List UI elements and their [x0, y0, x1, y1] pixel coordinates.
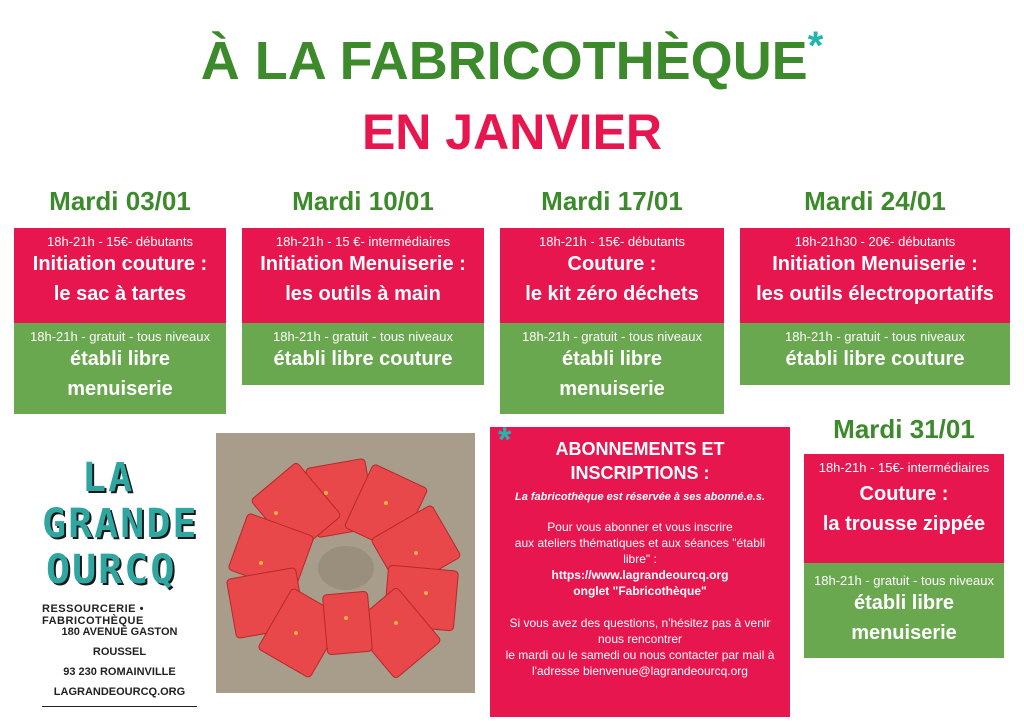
info-tab-label: onglet "Fabricothèque" — [573, 584, 707, 598]
day-heading: Mardi 17/01 — [541, 186, 683, 216]
workshop-box — [740, 228, 1010, 323]
workshop-title: Initiation Menuiserie : — [260, 253, 466, 275]
info-text: aux ateliers thématiques et aux séances "établi — [514, 536, 766, 550]
open-title: établi libre — [853, 592, 955, 614]
info-text: Si vous avez des questions, n'hésitez pas à venir — [509, 616, 771, 630]
open-session-box — [804, 563, 1004, 658]
day-heading: Mardi 24/01 — [804, 186, 946, 216]
address-block — [42, 622, 197, 707]
page-subtitle: EN JANVIER — [361, 104, 663, 160]
open-session-box — [242, 323, 484, 385]
title-line-1: À LA FABRICOTHÈQUE — [200, 31, 808, 91]
open-meta: 18h-21h - gratuit - tous niveaux — [785, 329, 965, 344]
open-meta: 18h-21h - gratuit - tous niveaux — [522, 329, 702, 344]
open-subtitle: menuiserie — [851, 622, 957, 644]
day-heading: Mardi 31/01 — [833, 414, 975, 444]
info-website-link[interactable]: https://www.lagrandeourcq.org — [551, 568, 729, 582]
open-title: établi libre — [561, 348, 663, 370]
workshop-subtitle: le kit zéro déchets — [525, 283, 699, 305]
info-text: nous rencontrer — [597, 632, 683, 646]
workshop-title: Initiation couture : — [32, 253, 208, 275]
info-text: le mardi ou le samedi ou nous contacter par mail à — [505, 648, 775, 662]
workshop-box — [500, 228, 724, 323]
address-street: 180 AVENUE GASTON ROUSSEL — [61, 626, 178, 658]
workshop-box — [14, 228, 226, 323]
workshop-title: Initiation Menuiserie : — [772, 253, 978, 275]
workshop-title: Couture : — [567, 253, 657, 275]
open-session-box — [740, 323, 1010, 385]
open-meta: 18h-21h - gratuit - tous niveaux — [814, 573, 994, 588]
info-text: libre" : — [623, 552, 657, 566]
workshop-meta: 18h-21h - 15€- intermédiaires — [818, 460, 990, 475]
open-title: établi libre couture — [785, 348, 965, 370]
workshop-subtitle: la trousse zippée — [822, 513, 986, 535]
workshop-meta: 18h-21h30 - 20€- débutants — [794, 234, 956, 249]
info-text: Pour vous abonner et vous inscrire — [547, 520, 733, 534]
open-title: établi libre couture — [273, 348, 453, 370]
logo-subtitle: RESSOURCERIE • FABRICOTHÈQUE — [42, 603, 144, 627]
la-grande-ourcq-logo — [42, 455, 197, 627]
workshop-subtitle: le sac à tartes — [53, 283, 187, 305]
workshop-meta: 18h-21h - 15€- débutants — [539, 234, 685, 249]
logo-line-1: LA — [82, 455, 135, 501]
page-title — [0, 24, 1024, 92]
open-title: établi libre — [69, 348, 171, 370]
address-city: 93 230 ROMAINVILLE — [63, 666, 176, 678]
open-meta: 18h-21h - gratuit - tous niveaux — [273, 329, 453, 344]
fabric-photo — [216, 433, 475, 693]
info-italic-note: La fabricothèque est réservée à ses abonné.e.s. — [514, 491, 766, 503]
workshop-subtitle: les outils à main — [285, 283, 441, 305]
workshop-subtitle: les outils électroportatifs — [756, 283, 994, 305]
day-heading: Mardi 10/01 — [292, 186, 434, 216]
info-heading-1: ABONNEMENTS ET — [555, 439, 725, 459]
open-subtitle: menuiserie — [559, 378, 665, 400]
logo-line-2: GRANDE — [42, 501, 199, 547]
open-meta: 18h-21h - gratuit - tous niveaux — [30, 329, 210, 344]
open-session-box — [14, 323, 226, 414]
info-email: l'adresse bienvenue@lagrandeourcq.org — [532, 664, 748, 678]
open-subtitle: menuiserie — [67, 378, 173, 400]
info-heading-2: INSCRIPTIONS : — [570, 463, 710, 483]
workshop-box — [242, 228, 484, 323]
asterisk-icon: * — [807, 24, 824, 68]
open-session-box — [500, 323, 724, 414]
asterisk-icon: * — [498, 421, 512, 459]
workshop-box — [804, 454, 1004, 563]
workshop-meta: 18h-21h - 15€- débutants — [47, 234, 193, 249]
day-heading: Mardi 03/01 — [49, 186, 191, 216]
address-website: LAGRANDEOURCQ.ORG — [42, 682, 197, 707]
fabric-fan-image — [216, 433, 475, 693]
workshop-meta: 18h-21h - 15 €- intermédiaires — [275, 234, 451, 249]
workshop-title: Couture : — [859, 483, 949, 505]
logo-line-3: OURCQ — [46, 547, 177, 593]
subscription-info-box — [490, 421, 790, 717]
